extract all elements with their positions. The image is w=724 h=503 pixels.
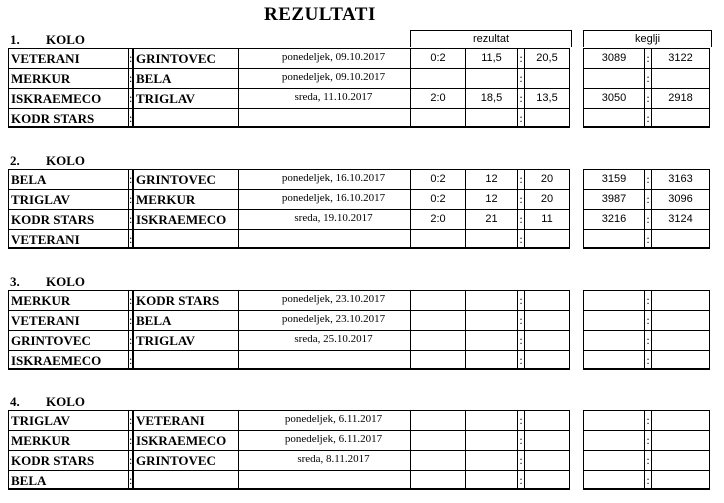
vs-separator: : bbox=[128, 430, 132, 450]
pins-separator: : bbox=[644, 330, 651, 350]
round-label: KOLO bbox=[46, 274, 86, 289]
sets-home: 21 bbox=[465, 209, 517, 229]
sets-home bbox=[465, 290, 517, 310]
match-score: 0:2 bbox=[410, 169, 465, 189]
round-title bbox=[10, 32, 85, 48]
pins-away bbox=[651, 68, 710, 88]
sets-separator: : bbox=[517, 410, 524, 430]
sets-away bbox=[524, 310, 570, 330]
match-date: ponedeljek, 23.10.2017 bbox=[238, 310, 410, 330]
pins-away bbox=[651, 350, 710, 370]
sets-home bbox=[465, 470, 517, 490]
match-score bbox=[410, 450, 465, 470]
pins-away bbox=[651, 450, 710, 470]
pins-separator: : bbox=[644, 108, 651, 128]
match-score: 0:2 bbox=[410, 48, 465, 68]
sets-home bbox=[465, 350, 517, 370]
sets-away: 20,5 bbox=[524, 48, 570, 68]
sets-home: 12 bbox=[465, 169, 517, 189]
sets-home bbox=[465, 310, 517, 330]
pins-separator: : bbox=[644, 430, 651, 450]
sets-separator: : bbox=[517, 88, 524, 108]
away-team bbox=[132, 108, 238, 128]
match-date: sreda, 25.10.2017 bbox=[238, 330, 410, 350]
match-score bbox=[410, 470, 465, 490]
pins-away bbox=[651, 290, 710, 310]
home-team: VETERANI bbox=[8, 48, 128, 68]
pins-home: 3050 bbox=[583, 88, 644, 108]
match-score: 0:2 bbox=[410, 189, 465, 209]
home-team: VETERANI bbox=[8, 310, 128, 330]
pins-separator: : bbox=[644, 48, 651, 68]
sets-separator: : bbox=[517, 450, 524, 470]
vs-separator: : bbox=[128, 290, 132, 310]
round-title bbox=[10, 394, 85, 410]
sets-separator: : bbox=[517, 430, 524, 450]
home-team: GRINTOVEC bbox=[8, 330, 128, 350]
away-team: GRINTOVEC bbox=[132, 169, 238, 189]
pins-separator: : bbox=[644, 169, 651, 189]
away-team: GRINTOVEC bbox=[132, 48, 238, 68]
sets-away: 13,5 bbox=[524, 88, 570, 108]
sets-home bbox=[465, 430, 517, 450]
sets-home bbox=[465, 68, 517, 88]
sets-home: 18,5 bbox=[465, 88, 517, 108]
pins-home: 3987 bbox=[583, 189, 644, 209]
vs-separator: : bbox=[128, 229, 132, 249]
home-team: KODR STARS bbox=[8, 108, 128, 128]
sets-home bbox=[465, 108, 517, 128]
pins-home bbox=[583, 229, 644, 249]
pins-away: 3096 bbox=[651, 189, 710, 209]
away-team: VETERANI bbox=[132, 410, 238, 430]
sets-away: 20 bbox=[524, 169, 570, 189]
vs-separator: : bbox=[128, 410, 132, 430]
match-score: 2:0 bbox=[410, 209, 465, 229]
match-date: ponedeljek, 16.10.2017 bbox=[238, 189, 410, 209]
match-score bbox=[410, 430, 465, 450]
pins-away bbox=[651, 310, 710, 330]
match-date bbox=[238, 229, 410, 249]
header-keglji: keglji bbox=[583, 30, 712, 47]
away-team bbox=[132, 470, 238, 490]
away-team: ISKRAEMECO bbox=[132, 430, 238, 450]
sets-separator: : bbox=[517, 209, 524, 229]
sets-separator: : bbox=[517, 350, 524, 370]
away-team: KODR STARS bbox=[132, 290, 238, 310]
match-date: ponedeljek, 09.10.2017 bbox=[238, 68, 410, 88]
home-team: KODR STARS bbox=[8, 450, 128, 470]
match-score bbox=[410, 330, 465, 350]
match-score bbox=[410, 410, 465, 430]
pins-separator: : bbox=[644, 209, 651, 229]
pins-separator: : bbox=[644, 88, 651, 108]
vs-separator: : bbox=[128, 330, 132, 350]
round-title bbox=[10, 153, 85, 169]
sets-home: 12 bbox=[465, 189, 517, 209]
vs-separator: : bbox=[128, 350, 132, 370]
sets-separator: : bbox=[517, 169, 524, 189]
pins-home bbox=[583, 470, 644, 490]
sets-separator: : bbox=[517, 48, 524, 68]
sets-away bbox=[524, 350, 570, 370]
vs-separator: : bbox=[128, 169, 132, 189]
round-label: KOLO bbox=[46, 394, 86, 409]
away-team: ISKRAEMECO bbox=[132, 209, 238, 229]
round-label: KOLO bbox=[46, 32, 86, 47]
round-number: 4. bbox=[10, 394, 20, 409]
pins-away bbox=[651, 430, 710, 450]
pins-home bbox=[583, 310, 644, 330]
home-team: KODR STARS bbox=[8, 209, 128, 229]
sets-separator: : bbox=[517, 108, 524, 128]
vs-separator: : bbox=[128, 48, 132, 68]
pins-separator: : bbox=[644, 310, 651, 330]
pins-home bbox=[583, 430, 644, 450]
sets-away bbox=[524, 430, 570, 450]
match-date: ponedeljek, 6.11.2017 bbox=[238, 430, 410, 450]
away-team: BELA bbox=[132, 310, 238, 330]
pins-home bbox=[583, 330, 644, 350]
home-team: ISKRAEMECO bbox=[8, 350, 128, 370]
pins-separator: : bbox=[644, 189, 651, 209]
match-score bbox=[410, 310, 465, 330]
pins-home bbox=[583, 290, 644, 310]
round-number: 2. bbox=[10, 153, 20, 168]
pins-home: 3159 bbox=[583, 169, 644, 189]
pins-home bbox=[583, 68, 644, 88]
match-date: sreda, 19.10.2017 bbox=[238, 209, 410, 229]
pins-separator: : bbox=[644, 350, 651, 370]
home-team: VETERANI bbox=[8, 229, 128, 249]
sets-away bbox=[524, 290, 570, 310]
pins-separator: : bbox=[644, 410, 651, 430]
sets-separator: : bbox=[517, 68, 524, 88]
vs-separator: : bbox=[128, 470, 132, 490]
vs-separator: : bbox=[128, 209, 132, 229]
sets-home: 11,5 bbox=[465, 48, 517, 68]
match-date bbox=[238, 350, 410, 370]
sets-away: 20 bbox=[524, 189, 570, 209]
sets-separator: : bbox=[517, 330, 524, 350]
pins-away: 2918 bbox=[651, 88, 710, 108]
pins-separator: : bbox=[644, 470, 651, 490]
home-team: MERKUR bbox=[8, 68, 128, 88]
sets-away bbox=[524, 229, 570, 249]
away-team: TRIGLAV bbox=[132, 330, 238, 350]
away-team bbox=[132, 229, 238, 249]
pins-home: 3216 bbox=[583, 209, 644, 229]
page-title: REZULTATI bbox=[264, 4, 376, 25]
sets-separator: : bbox=[517, 310, 524, 330]
match-date: sreda, 11.10.2017 bbox=[238, 88, 410, 108]
pins-home bbox=[583, 108, 644, 128]
round-label: KOLO bbox=[46, 153, 86, 168]
home-team: TRIGLAV bbox=[8, 410, 128, 430]
sets-away bbox=[524, 410, 570, 430]
sets-home bbox=[465, 330, 517, 350]
pins-away: 3163 bbox=[651, 169, 710, 189]
match-date: ponedeljek, 09.10.2017 bbox=[238, 48, 410, 68]
match-date: sreda, 8.11.2017 bbox=[238, 450, 410, 470]
vs-separator: : bbox=[128, 310, 132, 330]
pins-away bbox=[651, 410, 710, 430]
pins-away bbox=[651, 229, 710, 249]
away-team bbox=[132, 350, 238, 370]
round-title bbox=[10, 274, 85, 290]
home-team: BELA bbox=[8, 470, 128, 490]
vs-separator: : bbox=[128, 68, 132, 88]
match-score bbox=[410, 350, 465, 370]
pins-home bbox=[583, 450, 644, 470]
vs-separator: : bbox=[128, 88, 132, 108]
vs-separator: : bbox=[128, 189, 132, 209]
home-team: BELA bbox=[8, 169, 128, 189]
home-team: MERKUR bbox=[8, 430, 128, 450]
pins-away bbox=[651, 108, 710, 128]
sets-away bbox=[524, 470, 570, 490]
pins-separator: : bbox=[644, 229, 651, 249]
pins-home: 3089 bbox=[583, 48, 644, 68]
pins-away bbox=[651, 330, 710, 350]
sets-home bbox=[465, 410, 517, 430]
round-number: 1. bbox=[10, 32, 20, 47]
sets-separator: : bbox=[517, 470, 524, 490]
match-date: ponedeljek, 16.10.2017 bbox=[238, 169, 410, 189]
sets-home bbox=[465, 450, 517, 470]
pins-home bbox=[583, 350, 644, 370]
home-team: TRIGLAV bbox=[8, 189, 128, 209]
sets-away bbox=[524, 68, 570, 88]
match-date bbox=[238, 108, 410, 128]
match-score: 2:0 bbox=[410, 88, 465, 108]
match-date: ponedeljek, 23.10.2017 bbox=[238, 290, 410, 310]
header-rezultat: rezultat bbox=[410, 30, 572, 47]
sets-away: 11 bbox=[524, 209, 570, 229]
match-date: ponedeljek, 6.11.2017 bbox=[238, 410, 410, 430]
match-score bbox=[410, 108, 465, 128]
sets-separator: : bbox=[517, 290, 524, 310]
vs-separator: : bbox=[128, 108, 132, 128]
match-score bbox=[410, 229, 465, 249]
pins-home bbox=[583, 410, 644, 430]
away-team: TRIGLAV bbox=[132, 88, 238, 108]
match-score bbox=[410, 68, 465, 88]
sets-separator: : bbox=[517, 229, 524, 249]
away-team: MERKUR bbox=[132, 189, 238, 209]
pins-away: 3124 bbox=[651, 209, 710, 229]
home-team: ISKRAEMECO bbox=[8, 88, 128, 108]
sets-away bbox=[524, 450, 570, 470]
pins-separator: : bbox=[644, 450, 651, 470]
sets-away bbox=[524, 330, 570, 350]
sets-away bbox=[524, 108, 570, 128]
pins-separator: : bbox=[644, 290, 651, 310]
match-score bbox=[410, 290, 465, 310]
sets-home bbox=[465, 229, 517, 249]
vs-separator: : bbox=[128, 450, 132, 470]
sets-separator: : bbox=[517, 189, 524, 209]
round-number: 3. bbox=[10, 274, 20, 289]
away-team: BELA bbox=[132, 68, 238, 88]
away-team: GRINTOVEC bbox=[132, 450, 238, 470]
pins-separator: : bbox=[644, 68, 651, 88]
pins-away bbox=[651, 470, 710, 490]
pins-away: 3122 bbox=[651, 48, 710, 68]
home-team: MERKUR bbox=[8, 290, 128, 310]
match-date bbox=[238, 470, 410, 490]
